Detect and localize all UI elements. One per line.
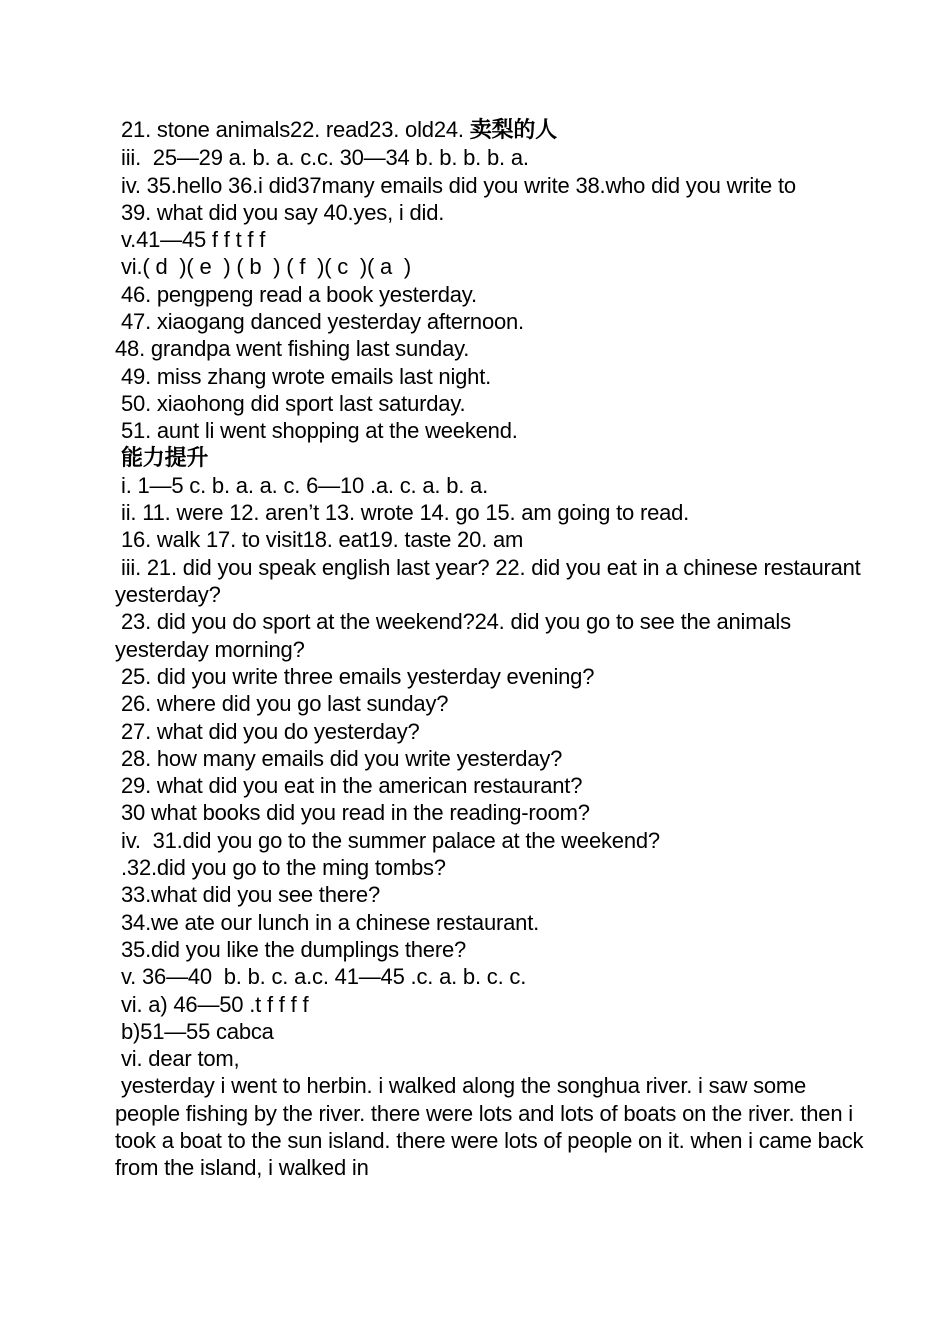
- answer-line-26: .32.did you go to the ming tombs?: [121, 855, 446, 881]
- answer-line-20: 26. where did you go last sunday?: [121, 691, 449, 717]
- answer-line-18: 23. did you do sport at the weekend?24. did you go to see the animals yesterday morning?: [115, 609, 791, 662]
- document-page: [115, 116, 875, 1182]
- answer-line-11: 50. xiaohong did sport last saturday.: [121, 390, 466, 416]
- section-heading: 能力提升: [121, 445, 209, 471]
- answer-line-12: 51. aunt li went shopping at the weekend.: [121, 418, 518, 444]
- answer-line-21: 27. what did you do yesterday?: [121, 718, 420, 744]
- answer-line-15: ii. 11. were 12. aren’t 13. wrote 14. go 15. am going to read.: [121, 500, 690, 526]
- answer-line-2: iii. 25—29 a. b. a. c.c. 30—34 b. b. b. b. a.: [121, 145, 529, 171]
- answer-line-7: 46. pengpeng read a book yesterday.: [121, 281, 477, 307]
- answer-line-9: 48. grandpa went fishing last sunday.: [115, 336, 470, 362]
- answer-line-14: i. 1—5 c. b. a. a. c. 6—10 .a. c. a. b. a.: [121, 472, 489, 498]
- letter-paragraph: yesterday i went to herbin. i walked along the songhua river. i saw some people fishing by the river. there were lots and lots of boats on the river. then i took a boat to the sun island. there were lots of people on it. when i came back from the island, i walked in: [115, 1073, 864, 1181]
- answer-line-8: 47. xiaogang danced yesterday afternoon.: [121, 309, 524, 335]
- answer-line-28: 34.we ate our lunch in a chinese restaurant.: [121, 909, 540, 935]
- answer-line-30: v. 36—40 b. b. c. a.c. 41—45 .c. a. b. c. c.: [121, 964, 527, 990]
- chinese-title: 卖梨的人: [469, 118, 557, 143]
- answer-line-10: 49. miss zhang wrote emails last night.: [121, 363, 492, 389]
- answer-line-5: v.41—45 f f t f f: [121, 227, 266, 253]
- answer-line-3: iv. 35.hello 36.i did37many emails did you write 38.who did you write to: [121, 172, 796, 198]
- answer-line-23: 29. what did you eat in the american restaurant?: [121, 773, 583, 799]
- answer-line-32: b)51—55 cabca: [121, 1018, 274, 1044]
- answer-line-22: 28. how many emails did you write yesterday?: [121, 745, 563, 771]
- answer-line-24: 30 what books did you read in the reading-room?: [121, 800, 590, 826]
- answer-line-1: [115, 116, 875, 144]
- answer-text: 21. stone animals22. read23. old24.: [121, 117, 470, 142]
- answer-line-31: vi. a) 46—50 .t f f f f: [121, 991, 309, 1017]
- answer-line-29: 35.did you like the dumplings there?: [121, 936, 467, 962]
- answer-line-16: 16. walk 17. to visit18. eat19. taste 20. am: [121, 527, 524, 553]
- answer-line-4: 39. what did you say 40.yes, i did.: [121, 199, 445, 225]
- answer-line-33: vi. dear tom,: [121, 1046, 240, 1072]
- answer-line-25: iv. 31.did you go to the summer palace at the weekend?: [121, 827, 660, 853]
- answer-line-6: vi.( d )( e ) ( b ) ( f )( c )( a ): [121, 254, 412, 280]
- answer-line-19: 25. did you write three emails yesterday evening?: [121, 663, 595, 689]
- answer-line-17: iii. 21. did you speak english last year? 22. did you eat in a chinese restaurant yesterday?: [115, 554, 861, 608]
- answer-line-27: 33.what did you see there?: [121, 882, 380, 908]
